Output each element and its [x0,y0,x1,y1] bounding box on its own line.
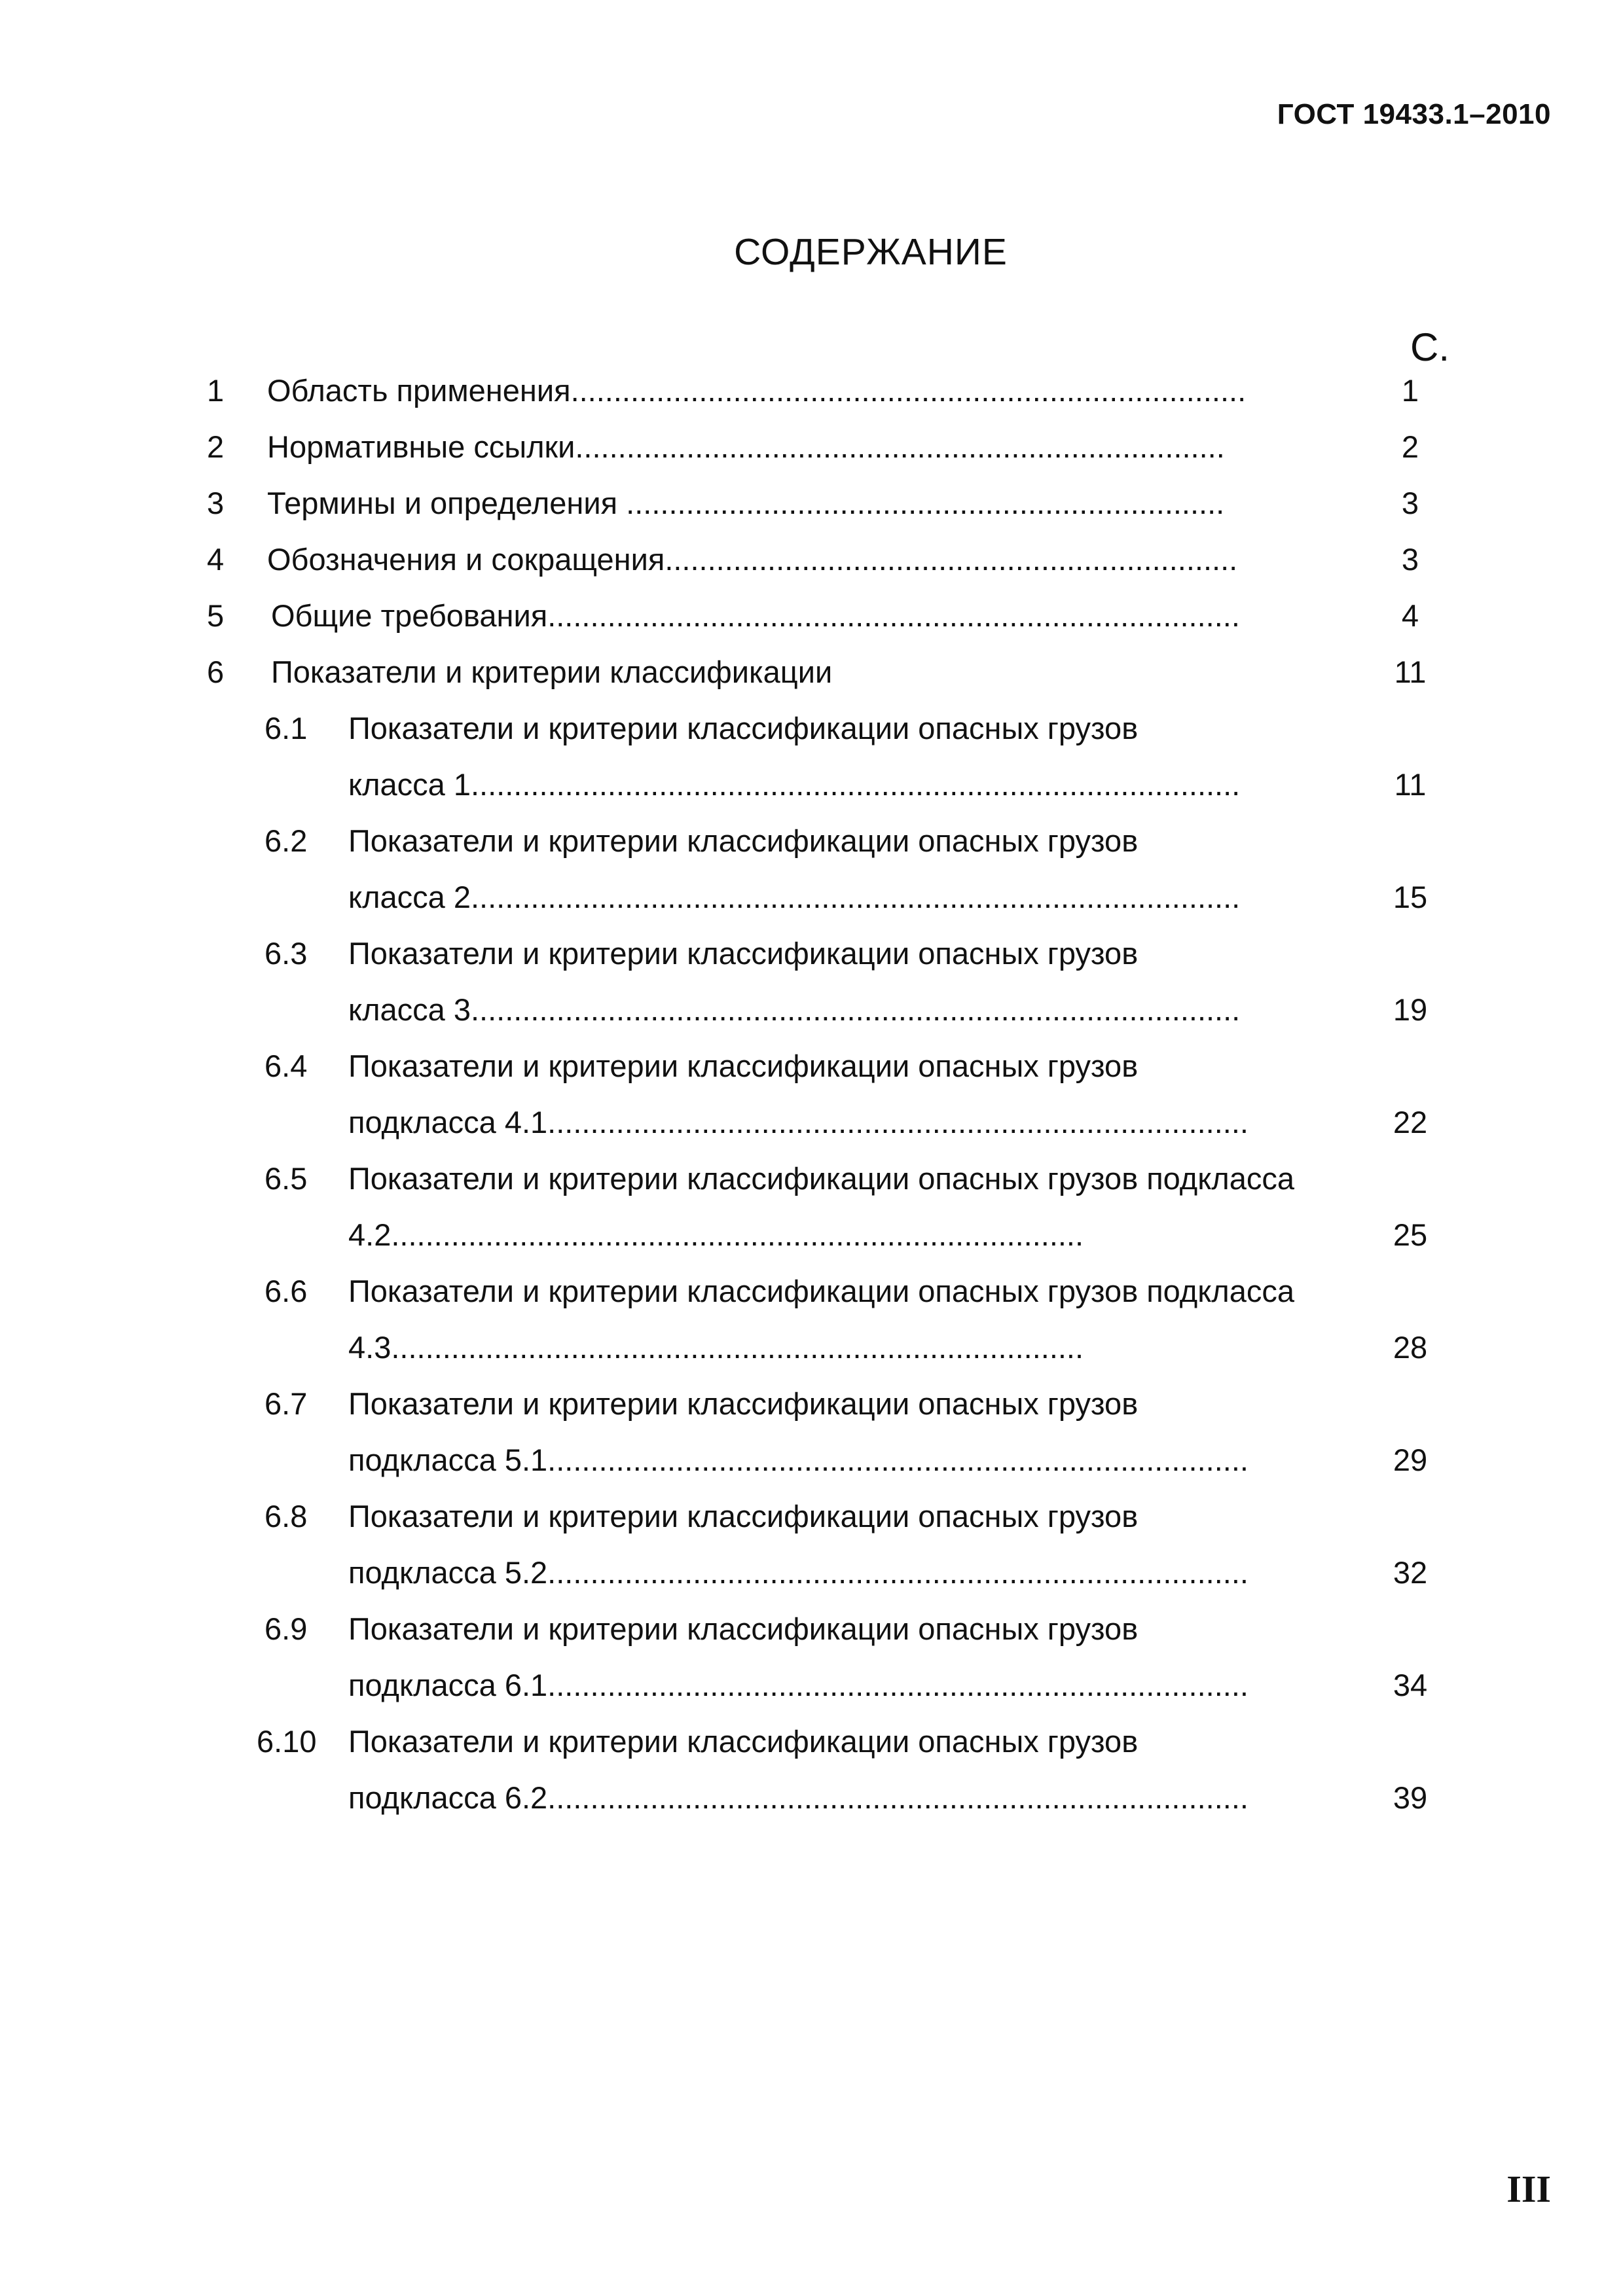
toc-subitem-text-line1[interactable]: Показатели и критерии классификации опасных грузов [348,1049,1139,1083]
toc-subitem-text-line2: 4.3 [348,1330,392,1365]
toc-item-number: 3 [207,486,225,520]
toc-subitem-page: 32 [1393,1555,1428,1590]
toc-item-page: 3 [1401,486,1419,520]
toc-item-number: 2 [207,429,225,464]
toc-subitem-page: 28 [1393,1330,1428,1365]
toc-subitem-number: 6.1 [264,711,308,745]
leader-dots: .................................................................................. [547,1555,1249,1590]
toc-item-text: Нормативные ссылки [267,429,575,464]
leader-dots: .......................................................................................... [471,992,1241,1027]
toc-item-text: Область применения [267,373,571,408]
toc-item-number: 5 [207,598,225,633]
toc-subitem-text-line2: класса 3 [348,992,471,1027]
toc-item-page: 4 [1401,598,1419,633]
toc-item-page: 1 [1401,373,1419,408]
toc-subitem-text-line1[interactable]: Показатели и критерии классификации опасных грузов [348,936,1139,971]
toc-subitem-text-line2: подкласса 5.1 [348,1443,548,1477]
toc-subitem-link[interactable] [348,1670,1249,1700]
toc-subitem-text-line1[interactable]: Показатели и критерии классификации опасных грузов [348,823,1139,858]
leader-dots: .................................................................................. [547,1105,1249,1139]
toc-subitem-text-line2: подкласса 6.2 [348,1780,548,1815]
toc-subitem-number: 6.7 [264,1386,308,1421]
toc-subitem-number: 6.6 [264,1274,308,1308]
toc-subitem-page: 39 [1393,1780,1428,1815]
leader-dots: .......................................................................................... [471,767,1241,802]
toc-subitem-text-line2: 4.2 [348,1217,392,1252]
toc-item-link[interactable] [267,488,1224,518]
leader-dots: ................................................................... [665,542,1238,577]
toc-subitem-text-line2: класса 1 [348,767,471,802]
toc-subitem-number: 6.8 [264,1499,308,1534]
toc-subitem-text-line1[interactable]: Показатели и критерии классификации опасных грузов [348,1611,1139,1646]
toc-item-link[interactable] [271,600,1240,631]
toc-subitem-link[interactable] [348,1557,1249,1588]
leader-dots: ...................................................................... [617,486,1225,520]
toc-subitem-page: 34 [1393,1668,1428,1702]
leader-dots: ................................................................................. [391,1217,1084,1252]
toc-item-number: 4 [207,542,225,577]
toc-subitem-link[interactable] [348,1332,1084,1363]
toc-subitem-text-line1[interactable]: Показатели и критерии классификации опасных грузов подкласса [348,1274,1294,1308]
toc-subitem-text-line1[interactable]: Показатели и критерии классификации опасных грузов [348,1386,1139,1421]
toc-subitem-text-line1[interactable]: Показатели и критерии классификации опасных грузов [348,1499,1139,1534]
toc-subitem-link[interactable] [348,1782,1249,1813]
toc-item-link[interactable] [267,375,1246,406]
leader-dots: .......................................................................................... [471,880,1241,914]
page-column-label: С. [1410,325,1450,369]
leader-dots: .................................................................................. [547,1668,1249,1702]
toc-item-number: 1 [207,373,225,408]
toc-item-page: 11 [1394,655,1427,689]
toc-subitem-page: 22 [1393,1105,1428,1139]
toc-item-link[interactable] [267,544,1237,575]
toc-subitem-number: 6.5 [264,1161,308,1196]
toc-subitem-text-line2: подкласса 4.1 [348,1105,548,1139]
leader-dots: ............................................................................ [575,429,1225,464]
toc-item-text: Общие требования [271,598,548,633]
toc-subitem-link[interactable] [348,769,1240,800]
toc-subitem-link[interactable] [348,1444,1249,1475]
toc-subitem-number: 6.3 [264,936,308,971]
toc-item-text: Показатели и критерии классификации [271,655,833,689]
page-number: III [1506,2168,1551,2210]
toc-item-page: 3 [1401,542,1419,577]
toc-subitem-number: 6.2 [264,823,308,858]
toc-subitem-page: 29 [1393,1443,1428,1477]
toc-subitem-text-line2: подкласса 5.2 [348,1555,548,1590]
toc-subitem-number: 6.10 [257,1724,317,1759]
document-code: ГОСТ 19433.1–2010 [1277,98,1551,130]
toc-item-link[interactable] [271,656,832,687]
leader-dots: ............................................................................... [570,373,1247,408]
toc-subitem-text-line1[interactable]: Показатели и критерии классификации опасных грузов подкласса [348,1161,1294,1196]
leader-dots: .................................................................................. [547,1443,1249,1477]
toc-subitem-page: 15 [1393,880,1428,914]
toc-subitem-page: 11 [1394,767,1427,802]
toc-subitem-text-line1[interactable]: Показатели и критерии классификации опасных грузов [348,711,1139,745]
toc-item-text: Обозначения и сокращения [267,542,665,577]
toc-title: СОДЕРЖАНИЕ [734,231,1008,273]
toc-subitem-page: 19 [1393,992,1428,1027]
toc-item-number: 6 [207,655,225,689]
toc-subitem-link[interactable] [348,1219,1084,1250]
toc-subitem-page: 25 [1393,1217,1428,1252]
toc-subitem-link[interactable] [348,994,1240,1025]
toc-subitem-number: 6.4 [264,1049,308,1083]
toc-subitem-link[interactable] [348,1107,1249,1138]
toc-subitem-text-line1[interactable]: Показатели и критерии классификации опасных грузов [348,1724,1139,1759]
leader-dots: ................................................................................. [391,1330,1084,1365]
toc-subitem-link[interactable] [348,882,1240,912]
toc-subitem-text-line2: класса 2 [348,880,471,914]
toc-item-link[interactable] [267,431,1225,462]
toc-subitem-number: 6.9 [264,1611,308,1646]
leader-dots: .................................................................................. [547,1780,1249,1815]
toc-item-page: 2 [1401,429,1419,464]
toc-item-text: Термины и определения [267,486,618,520]
leader-dots: ................................................................................. [547,598,1240,633]
toc-subitem-text-line2: подкласса 6.1 [348,1668,548,1702]
